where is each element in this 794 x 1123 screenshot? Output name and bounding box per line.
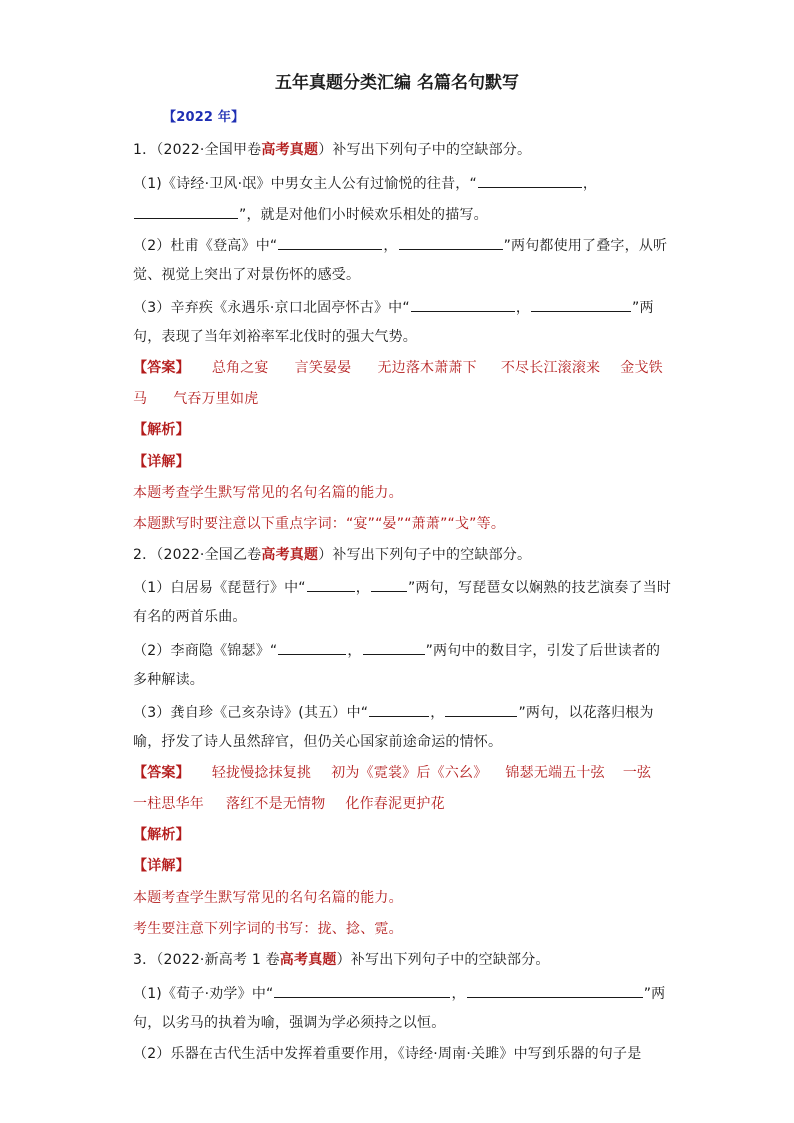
detail-label: 【详解】 (133, 858, 190, 874)
answer-item: 不尽长江滚滚来 (500, 360, 601, 376)
q1-source: 高考真题 (261, 142, 319, 158)
answer-blank[interactable] (134, 203, 238, 219)
q1-detail-text2: 本题默写时要注意以下重点字词：“宴”“晏”“萧萧”“戈”等。 (133, 516, 506, 532)
q1-part3-line2 (133, 327, 663, 347)
q1-answer-line2 (133, 389, 663, 409)
answer-item: 总角之宴 (211, 360, 269, 376)
q3-part1-line1 (133, 982, 666, 1004)
answer-blank[interactable] (371, 576, 407, 592)
q2-answer-line1 (133, 763, 663, 783)
answer-blank[interactable] (278, 639, 346, 655)
q2-analysis (133, 825, 663, 845)
q2-part3-line2 (133, 732, 663, 752)
q2-detail-text1: 本题考查学生默写常见的名句名篇的能力。 (133, 890, 403, 906)
q1-part3-text: （3）辛弃疾《永遇乐·京口北固亭怀古》中“ (133, 300, 410, 316)
q1-stem (133, 140, 663, 160)
answer-item: 一柱思华年 (133, 796, 204, 812)
q2-part3-tail: ”两句，以花落归根为 (518, 705, 654, 721)
q3-source: 高考真题 (279, 952, 337, 968)
q2-part3-line1 (133, 701, 663, 723)
q1-part3-tail: ”两 (632, 300, 654, 316)
q1-detail-text1: 本题考查学生默写常见的名句名篇的能力。 (133, 485, 403, 501)
q2-part1-text: （1）白居易《琵琶行》中“ (133, 580, 306, 596)
q3-part2-line1 (133, 1044, 663, 1064)
answer-blank[interactable] (478, 172, 582, 188)
q1-part2-cont: 觉、视觉上突出了对景伤怀的感受。 (133, 267, 361, 283)
q2-part2-tail: ”两句中的数目字，引发了后世读者的 (425, 643, 661, 659)
comma: ， (430, 705, 445, 721)
q1-part1-line2 (133, 203, 663, 225)
q2-part2-line1 (133, 639, 663, 661)
answer-blank[interactable] (411, 296, 515, 312)
q2-detail-text2: 考生要注意下列字词的书写：拢、捻、霓。 (133, 921, 403, 937)
answer-blank[interactable] (399, 234, 503, 250)
q3-part2-text: （2）乐器在古代生活中发挥着重要作用，《诗经·周南·关雎》中写到乐器的句子是 (133, 1046, 642, 1062)
answer-blank[interactable] (363, 639, 425, 655)
q2-source: 高考真题 (261, 547, 319, 563)
comma: ， (582, 176, 598, 192)
answer-blank[interactable] (307, 576, 355, 592)
q2-part1-line1 (133, 576, 672, 598)
q1-part1-text: （1)《诗经·卫风·氓》中男女主人公有过愉悦的往昔，“ (133, 176, 477, 192)
q1-analysis (133, 420, 663, 440)
answer-item: 马 (133, 391, 148, 407)
q3-part1-text: （1)《荀子·劝学》中“ (133, 986, 274, 1002)
q3-part1-line2 (133, 1013, 663, 1033)
q1-part2-text: （2）杜甫《登高》中“ (133, 238, 278, 254)
answer-item: 化作春泥更护花 (345, 796, 445, 812)
answer-label: 【答案】 (133, 765, 190, 781)
answer-item: 锦瑟无端五十弦 (505, 765, 605, 781)
year-heading (163, 107, 693, 128)
q1-stem-suffix: ）补写出下列句子中的空缺部分。 (318, 142, 532, 158)
document-title: 五年真题分类汇编 名篇名句默写 (275, 73, 519, 93)
q1-part3-line1 (133, 296, 663, 318)
q3-part1-tail: ”两 (643, 986, 666, 1002)
comma: ， (515, 300, 531, 316)
comma: ， (355, 580, 370, 596)
q3-stem-prefix: 3．（2022·新高考 1 卷 (133, 952, 280, 968)
q3-stem-suffix: ）补写出下列句子中的空缺部分。 (336, 952, 550, 968)
comma: ， (347, 643, 362, 659)
q2-part2-text: （2）李商隐《锦瑟》“ (133, 643, 278, 659)
answer-item: 落红不是无情物 (226, 796, 326, 812)
q2-part2-line2 (133, 670, 663, 690)
q3-part1-cont: 句，以劣马的执着为喻，强调为学必须持之以恒。 (133, 1015, 446, 1031)
answer-blank[interactable] (274, 982, 450, 998)
q2-part3-cont: 喻，抒发了诗人虽然辞官，但仍关心国家前途命运的情怀。 (133, 734, 503, 750)
q2-part3-text: （3）龚自珍《己亥杂诗》(其五）中“ (133, 705, 369, 721)
q2-stem-prefix: 2．（2022·全国乙卷 (133, 547, 262, 563)
answer-item: 气吞万里如虎 (173, 391, 259, 407)
q2-detail (133, 856, 663, 876)
answer-blank[interactable] (467, 982, 643, 998)
answer-item: 言笑晏晏 (294, 360, 352, 376)
answer-item: 一弦 (622, 765, 652, 781)
answer-blank[interactable] (531, 296, 631, 312)
detail-label: 【详解】 (133, 454, 190, 470)
answer-blank[interactable] (445, 701, 517, 717)
year-heading-text: 【2022 年】 (163, 110, 245, 125)
answer-blank[interactable] (369, 701, 429, 717)
q2-answer-line2 (133, 794, 663, 814)
q2-stem (133, 545, 663, 565)
analysis-label: 【解析】 (133, 827, 190, 843)
answer-label: 【答案】 (133, 360, 190, 376)
q1-part2-tail: ”两句都使用了叠字，从听 (503, 238, 668, 254)
q1-part1-line1 (133, 172, 663, 194)
answer-item: 轻拢慢捻抹复挑 (211, 765, 312, 781)
comma: ， (451, 986, 466, 1002)
q2-part1-cont: 有名的两首乐曲。 (133, 609, 247, 625)
q1-part2-line2 (133, 265, 663, 285)
comma: ， (383, 238, 398, 254)
q3-stem (133, 950, 663, 970)
q2-part1-line2 (133, 607, 663, 627)
q1-answer-line1 (133, 358, 663, 378)
q2-part2-cont: 多种解读。 (133, 672, 204, 688)
q1-part1-tail: ”，就是对他们小时候欢乐相处的描写。 (239, 207, 488, 223)
answer-item: 无边落木萧萧下 (377, 360, 477, 376)
answer-item: 初为《霓裳》后《六幺》 (331, 765, 488, 781)
q2-part1-tail: ”两句，写琵琶女以娴熟的技艺演奏了当时 (407, 580, 672, 596)
analysis-label: 【解析】 (133, 422, 190, 438)
q1-detail (133, 452, 663, 472)
answer-blank[interactable] (278, 234, 382, 250)
q2-stem-suffix: ）补写出下列句子中的空缺部分。 (318, 547, 532, 563)
q1-part2-line1 (133, 234, 668, 256)
answer-item: 金戈铁 (620, 360, 663, 376)
q1-part3-cont: 句，表现了当年刘裕率军北伐时的强大气势。 (133, 329, 417, 345)
q1-stem-prefix: 1．（2022·全国甲卷 (133, 142, 262, 158)
